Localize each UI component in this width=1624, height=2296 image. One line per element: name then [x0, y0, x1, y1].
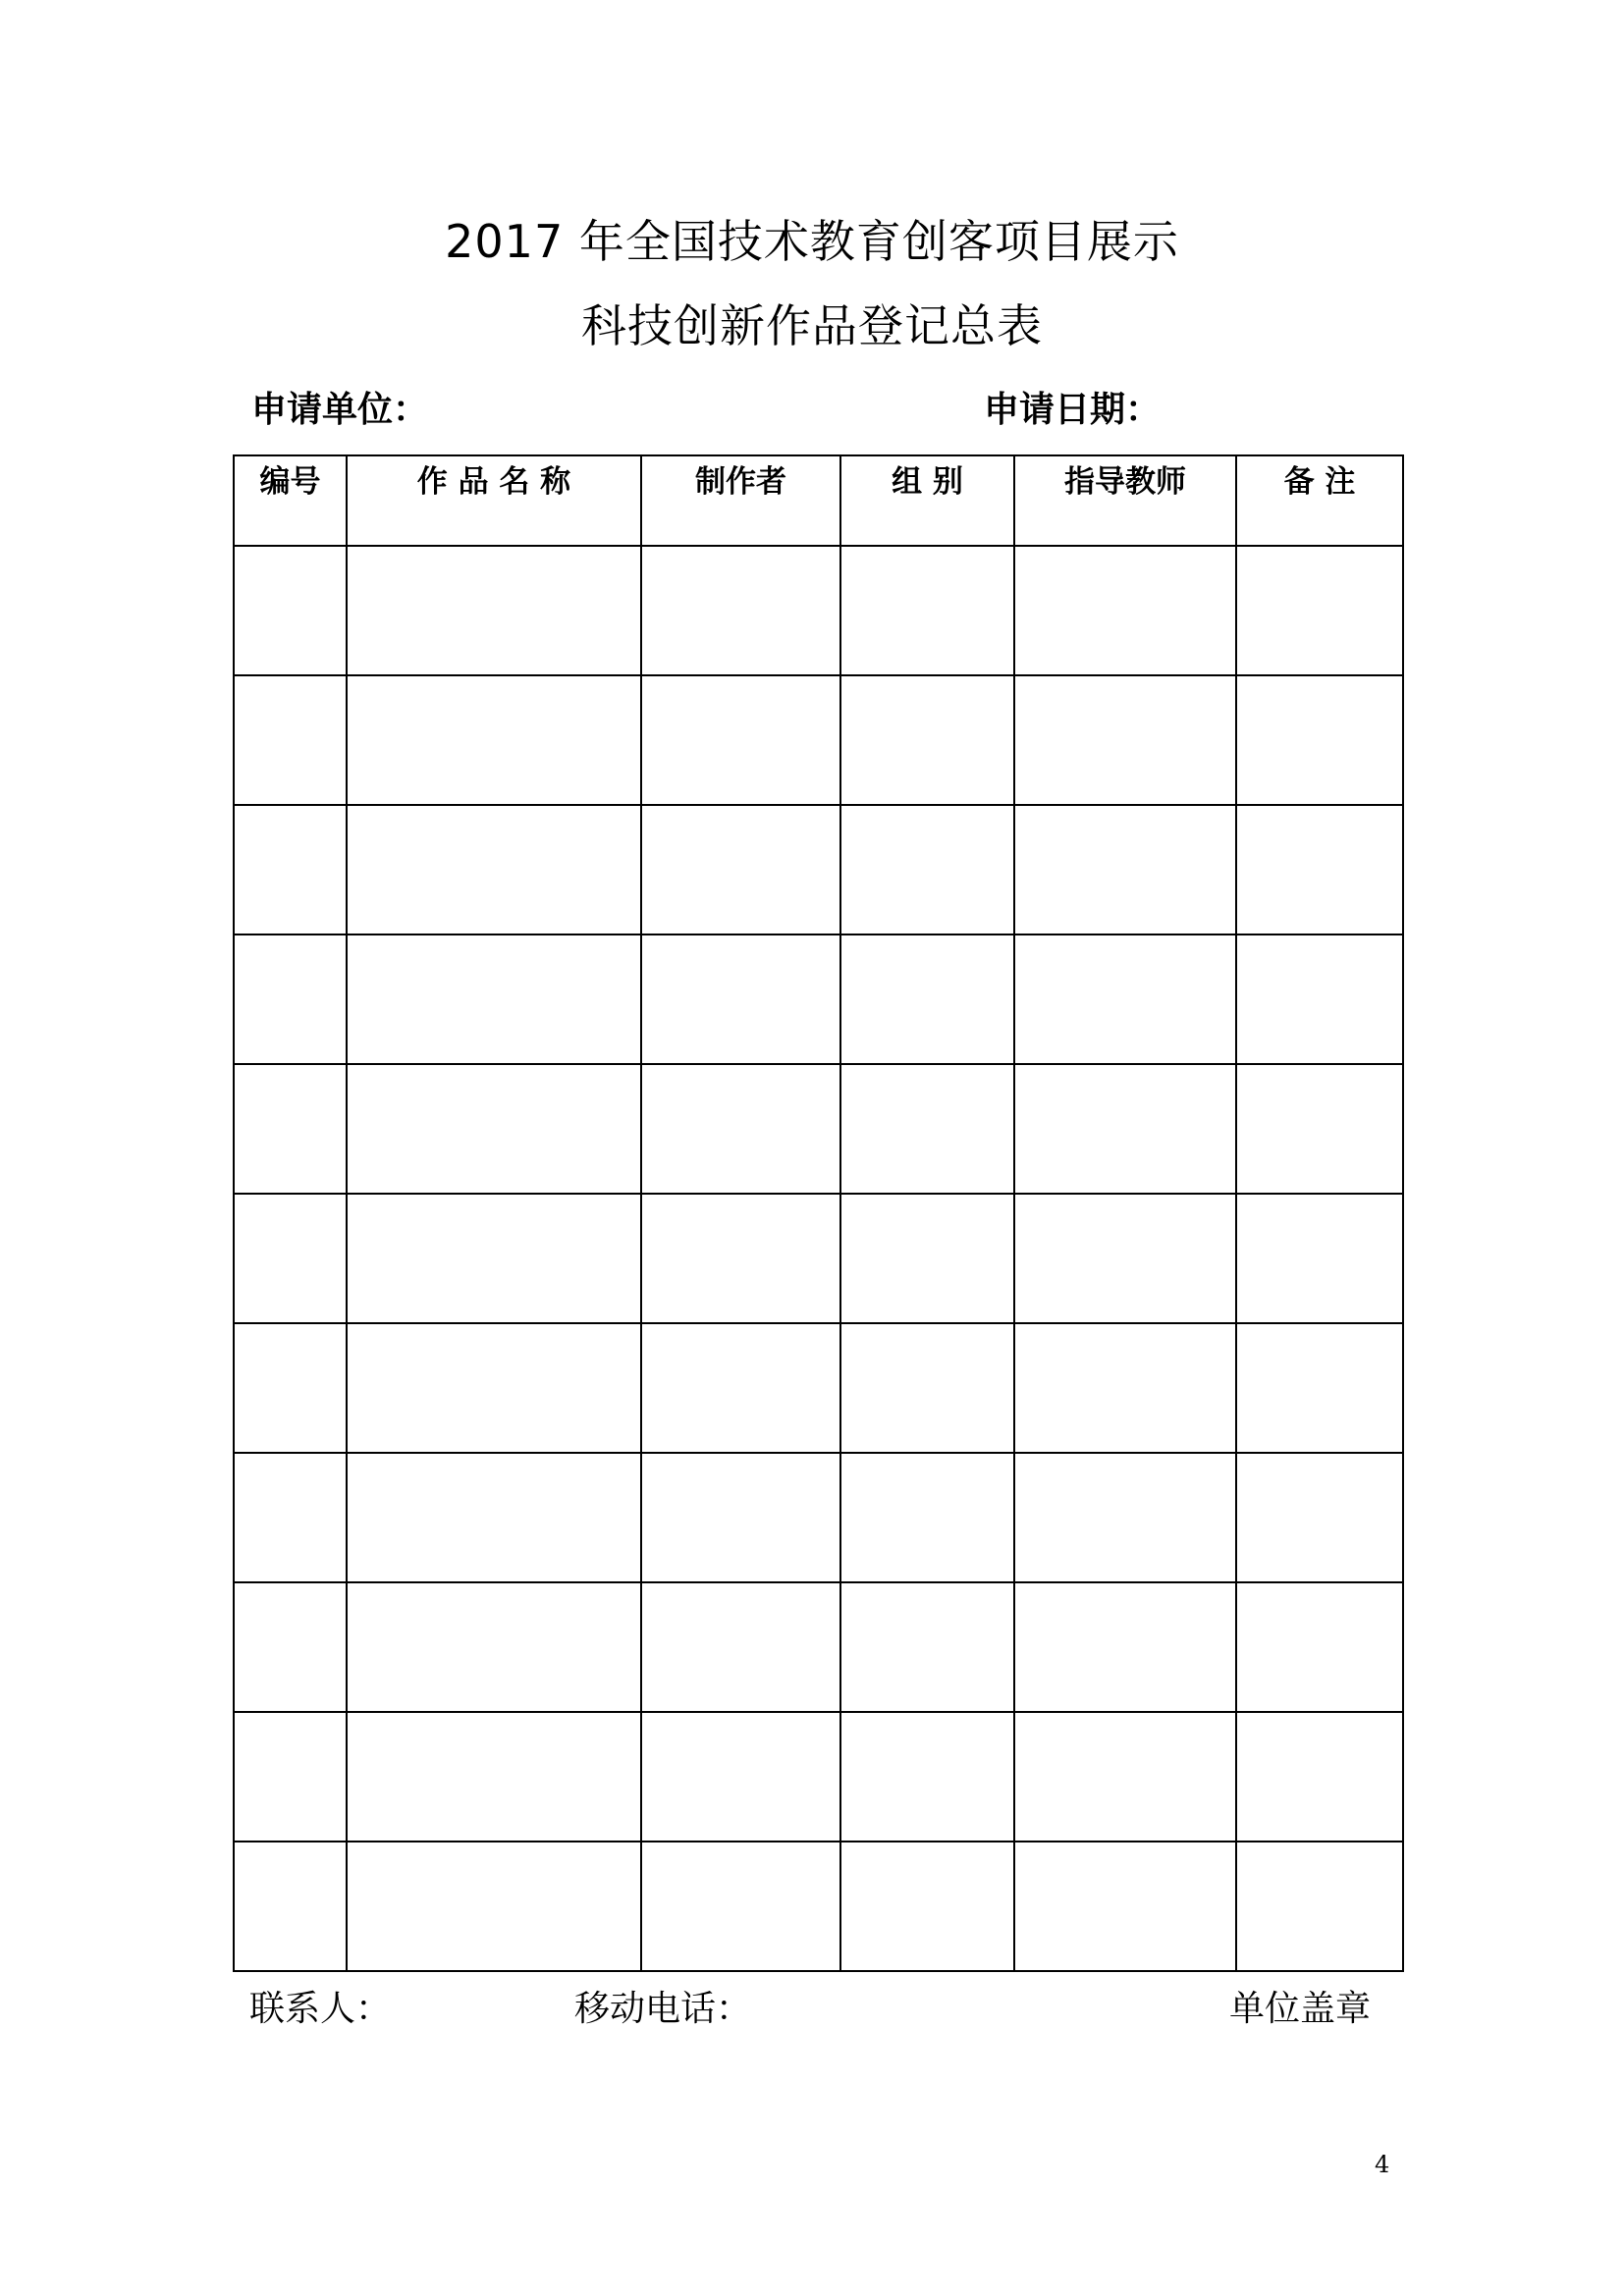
cell-maker[interactable]: [641, 805, 840, 934]
cell-number[interactable]: [234, 675, 347, 805]
cell-number[interactable]: [234, 1712, 347, 1842]
cell-group[interactable]: [840, 934, 1014, 1064]
applicant-unit-label: 申请单位：: [251, 390, 429, 430]
cell-number[interactable]: [234, 546, 347, 675]
table-row: [234, 1064, 1403, 1194]
cell-remarks[interactable]: [1236, 1842, 1403, 1971]
cell-group[interactable]: [840, 675, 1014, 805]
cell-group[interactable]: [840, 1712, 1014, 1842]
cell-maker[interactable]: [641, 1582, 840, 1712]
header-maker: 制作者: [641, 455, 840, 546]
cell-number[interactable]: [234, 1194, 347, 1323]
cell-work-name[interactable]: [347, 1064, 641, 1194]
table-row: [234, 1194, 1403, 1323]
cell-number[interactable]: [234, 1323, 347, 1453]
form-title-line-1: 2017 年全国技术教育创客项目展示: [445, 215, 1179, 268]
cell-advisor[interactable]: [1014, 1323, 1236, 1453]
cell-work-name[interactable]: [347, 805, 641, 934]
mobile-phone-label: 移动电话：: [574, 1989, 752, 2029]
cell-work-name[interactable]: [347, 1582, 641, 1712]
cell-maker[interactable]: [641, 1323, 840, 1453]
cell-group[interactable]: [840, 805, 1014, 934]
cell-work-name[interactable]: [347, 1453, 641, 1582]
cell-remarks[interactable]: [1236, 934, 1403, 1064]
cell-work-name[interactable]: [347, 1842, 641, 1971]
cell-remarks[interactable]: [1236, 1323, 1403, 1453]
cell-group[interactable]: [840, 546, 1014, 675]
header-advisor: 指导教师: [1014, 455, 1236, 546]
cell-maker[interactable]: [641, 934, 840, 1064]
cell-group[interactable]: [840, 1323, 1014, 1453]
cell-number[interactable]: [234, 805, 347, 934]
table-header-row: [234, 455, 1403, 546]
table-body: [234, 546, 1403, 1971]
cell-remarks[interactable]: [1236, 1064, 1403, 1194]
cell-remarks[interactable]: [1236, 805, 1403, 934]
table-row: [234, 1323, 1403, 1453]
page-number: 4: [1375, 2151, 1390, 2178]
header-number: 编号: [234, 455, 347, 546]
form-title-line-2: 科技创新作品登记总表: [581, 299, 1043, 352]
cell-advisor[interactable]: [1014, 1712, 1236, 1842]
unit-seal-label: 单位盖章: [1229, 1989, 1372, 2029]
contact-person-label: 联系人：: [249, 1989, 392, 2029]
cell-advisor[interactable]: [1014, 1453, 1236, 1582]
cell-advisor[interactable]: [1014, 805, 1236, 934]
cell-number[interactable]: [234, 934, 347, 1064]
cell-advisor[interactable]: [1014, 1582, 1236, 1712]
apply-date-label: 申请日期：: [984, 390, 1162, 430]
cell-remarks[interactable]: [1236, 1712, 1403, 1842]
header-group: 组 别: [840, 455, 1014, 546]
cell-maker[interactable]: [641, 1842, 840, 1971]
cell-group[interactable]: [840, 1194, 1014, 1323]
table-row: [234, 1712, 1403, 1842]
header-remarks: 备 注: [1236, 455, 1403, 546]
table-row: [234, 546, 1403, 675]
cell-work-name[interactable]: [347, 934, 641, 1064]
cell-maker[interactable]: [641, 546, 840, 675]
cell-remarks[interactable]: [1236, 675, 1403, 805]
cell-work-name[interactable]: [347, 1323, 641, 1453]
cell-advisor[interactable]: [1014, 546, 1236, 675]
cell-group[interactable]: [840, 1842, 1014, 1971]
cell-work-name[interactable]: [347, 546, 641, 675]
cell-maker[interactable]: [641, 1064, 840, 1194]
cell-number[interactable]: [234, 1842, 347, 1971]
cell-advisor[interactable]: [1014, 934, 1236, 1064]
cell-remarks[interactable]: [1236, 1582, 1403, 1712]
cell-remarks[interactable]: [1236, 1453, 1403, 1582]
registration-table: [233, 454, 1404, 1972]
table-row: [234, 1453, 1403, 1582]
cell-number[interactable]: [234, 1453, 347, 1582]
table-row: [234, 1582, 1403, 1712]
cell-work-name[interactable]: [347, 1712, 641, 1842]
cell-advisor[interactable]: [1014, 1064, 1236, 1194]
cell-maker[interactable]: [641, 1194, 840, 1323]
table-row: [234, 934, 1403, 1064]
cell-work-name[interactable]: [347, 1194, 641, 1323]
cell-work-name[interactable]: [347, 675, 641, 805]
table-row: [234, 805, 1403, 934]
cell-maker[interactable]: [641, 1712, 840, 1842]
cell-group[interactable]: [840, 1582, 1014, 1712]
cell-group[interactable]: [840, 1064, 1014, 1194]
table-row: [234, 1842, 1403, 1971]
cell-remarks[interactable]: [1236, 1194, 1403, 1323]
cell-maker[interactable]: [641, 1453, 840, 1582]
cell-advisor[interactable]: [1014, 675, 1236, 805]
header-work-name: 作 品 名 称: [347, 455, 641, 546]
cell-maker[interactable]: [641, 675, 840, 805]
cell-advisor[interactable]: [1014, 1842, 1236, 1971]
cell-remarks[interactable]: [1236, 546, 1403, 675]
cell-number[interactable]: [234, 1064, 347, 1194]
cell-number[interactable]: [234, 1582, 347, 1712]
table-row: [234, 675, 1403, 805]
cell-group[interactable]: [840, 1453, 1014, 1582]
cell-advisor[interactable]: [1014, 1194, 1236, 1323]
